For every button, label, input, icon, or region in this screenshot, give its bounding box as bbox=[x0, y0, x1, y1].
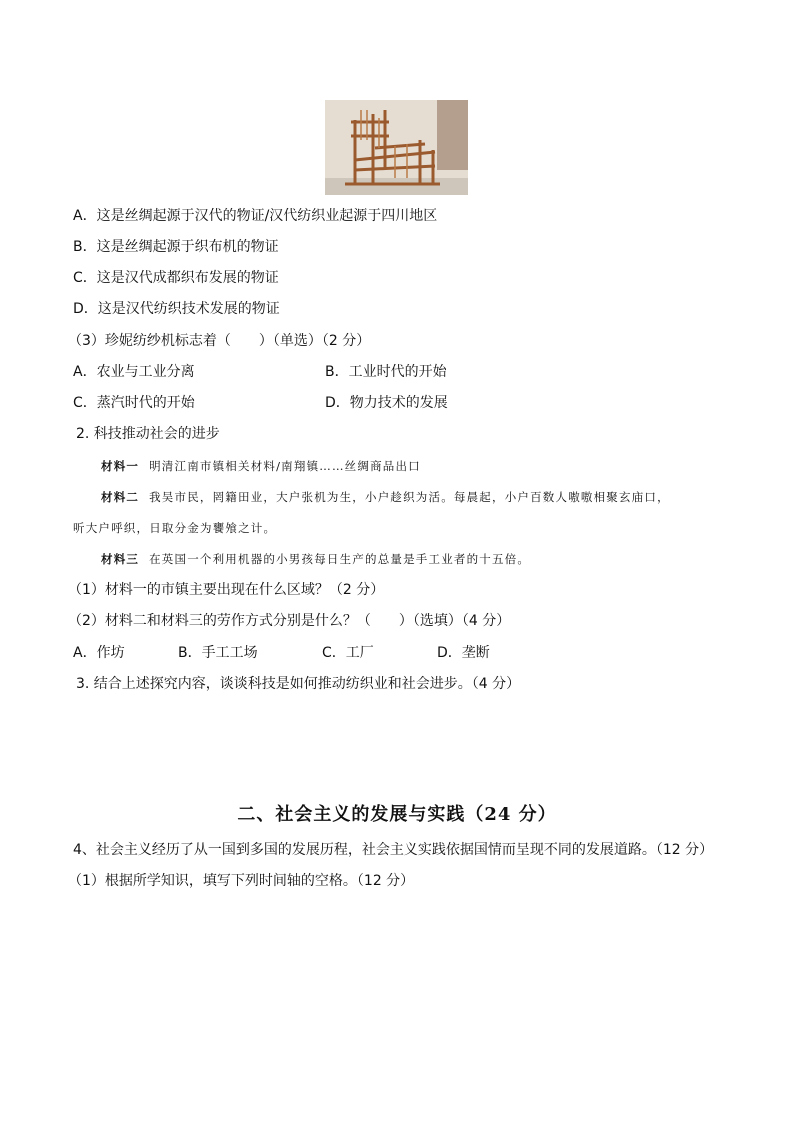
q2-sub1: （1）材料一的市镇主要出现在什么区域？（2 分） bbox=[68, 582, 385, 598]
q3-option-d: D．物力技术的发展 bbox=[325, 395, 448, 411]
material-2-continued: 听大户呼织，日取分金为饔飧之计。 bbox=[73, 521, 277, 535]
material-3 bbox=[101, 549, 530, 569]
material-1-label: 材料一 bbox=[101, 459, 140, 473]
material-2-label: 材料二 bbox=[101, 490, 140, 504]
q4-sub1: （1）根据所学知识，填写下列时间轴的空格。（12 分） bbox=[68, 873, 415, 889]
q1-option-d: D．这是汉代纺织技术发展的物证 bbox=[73, 301, 280, 317]
q2-sub2: （2）材料二和材料三的劳作方式分别是什么？（ ）（选填）（4 分） bbox=[68, 613, 511, 629]
material-1 bbox=[101, 456, 421, 476]
q2-option-c: C．工厂 bbox=[322, 645, 374, 661]
material-3-label: 材料三 bbox=[101, 552, 140, 566]
q2-option-d: D．垄断 bbox=[437, 645, 490, 661]
material-2 bbox=[101, 487, 670, 507]
q2-title: 2. 科技推动社会的进步 bbox=[76, 426, 220, 442]
q1-option-a: A．这是丝绸起源于汉代的物证/汉代纺织业起源于四川地区 bbox=[73, 208, 438, 224]
q3-option-a: A．农业与工业分离 bbox=[73, 364, 195, 380]
q3-option-c: C．蒸汽时代的开始 bbox=[73, 395, 195, 411]
q3-option-b: B．工业时代的开始 bbox=[325, 364, 447, 380]
q2-option-a: A．作坊 bbox=[73, 645, 125, 661]
q4-question: 4、社会主义经历了从一国到多国的发展历程，社会主义实践依据国情而呈现不同的发展道路。（12 分） bbox=[73, 842, 714, 858]
section-2-heading: 二、社会主义的发展与实践（24 分） bbox=[237, 804, 557, 825]
loom-model-photo bbox=[325, 100, 468, 195]
q3-essay: 3. 结合上述探究内容，谈谈科技是如何推动纺织业和社会进步。（4 分） bbox=[76, 676, 521, 692]
q3-question: （3）珍妮纺纱机标志着（ ）（单选）（2 分） bbox=[68, 333, 371, 349]
q2-option-b: B．手工工场 bbox=[178, 645, 258, 661]
q1-option-c: C．这是汉代成都织布发展的物证 bbox=[73, 270, 279, 286]
material-2-text: 我吴市民，罔籍田业，大户张机为生，小户趁织为活。每晨起，小户百数人嗷嗷相聚玄庙口， bbox=[149, 490, 670, 504]
material-1-text: 明清江南市镇相关材料/南翔镇……丝绸商品出口 bbox=[149, 459, 421, 473]
q1-option-b: B．这是丝绸起源于织布机的物证 bbox=[73, 239, 279, 255]
material-3-text: 在英国一个利用机器的小男孩每日生产的总量是手工业者的十五倍。 bbox=[149, 552, 531, 566]
